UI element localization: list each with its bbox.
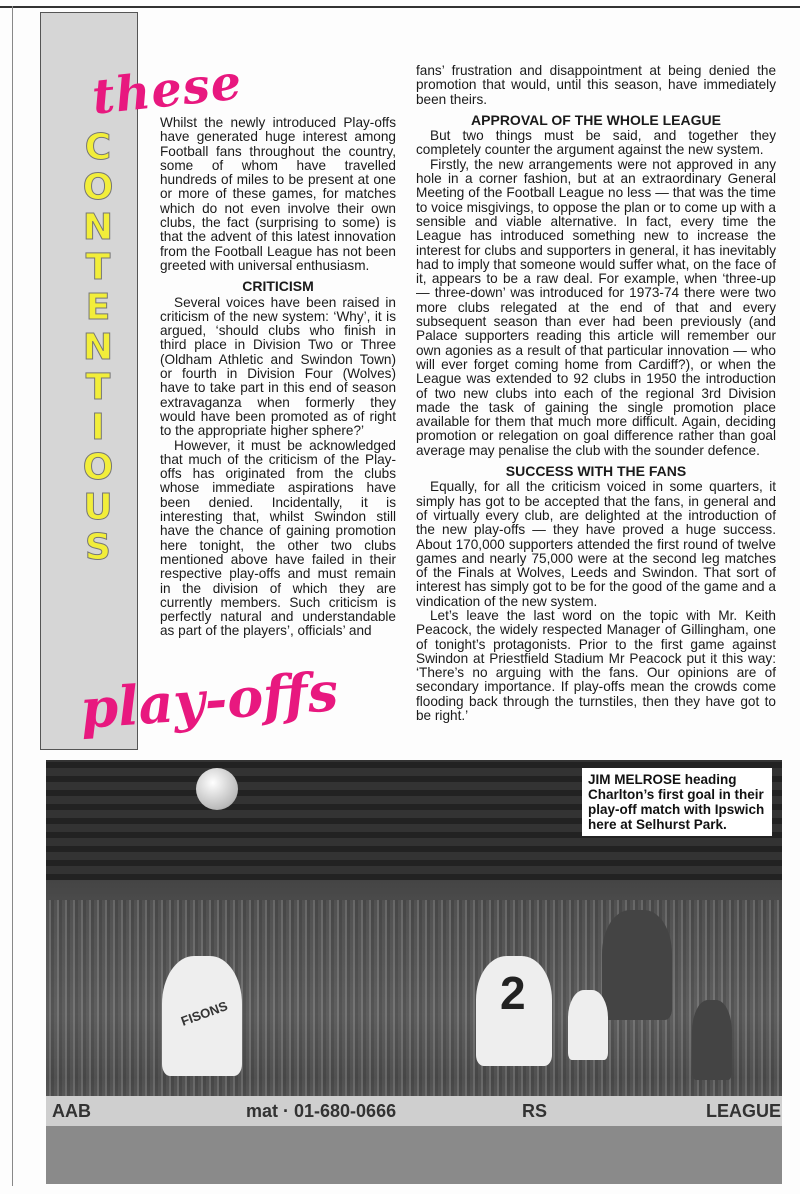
headline-word-these: these <box>89 54 245 126</box>
headline-letter-3: N <box>82 207 114 248</box>
player-right <box>692 1000 732 1080</box>
headline-letter-2: O <box>82 167 114 208</box>
hoarding-text-mid2: RS <box>522 1101 548 1121</box>
paragraph-however: However, it must be acknowledged that much of the criticism of the Play-offs has originated from the clubs whose immediate aspirations have been denied. Incidentally, it is interesting that, whilst Swindon still have the chance of gaining promotion here tonight, the other two clubs mentioned above have failed in their respective play-offs and must remain in the division of which they are currently members. Such criticism is perfectly natural and understandable as part of the players’, officials’ and <box>160 437 396 639</box>
player-background <box>568 990 608 1060</box>
football <box>196 768 238 810</box>
paragraph-equally: Equally, for all the criticism voiced in some quarters, it simply has got to be accepted that the fans, in general and of virtually every club, are delighted at the introduction of the new play-offs — they have proved a huge success. About 170,000 supporters attended the first round of twelve games and nearly 75,000 were at the second leg matches of the Finals at Wolves, Leeds and Swindon. That sort of interest has simply got to be for the good of the game and a vindication of the new system. <box>416 479 776 609</box>
headline-vertical-word <box>78 128 118 568</box>
pitch <box>46 1126 782 1184</box>
headline-letter-9: O <box>82 447 114 488</box>
hoarding-text-left: AAB <box>52 1101 91 1121</box>
player-fisons <box>162 956 242 1076</box>
page-edge-line <box>12 6 13 1186</box>
section-heading-success: SUCCESS WITH THE FANS <box>505 463 687 480</box>
headline-letter-8: I <box>91 407 105 448</box>
section-heading-criticism: CRITICISM <box>242 278 314 295</box>
advert-hoarding <box>46 1096 782 1126</box>
player-heading <box>602 910 672 1020</box>
headline-letter-10: U <box>83 487 113 528</box>
paragraph-criticism: Several voices have been raised in criticism of the new system: ‘Why’, it is argued, ‘should clubs who finish in third place in Division Two or Three (Oldham Athletic and Swindon Town) or fourth in Division Four (Wolves) have to take part in this end of season extravaganza when formerly they would have been promoted as of right to the appropriate higher sphere?’ <box>160 294 396 439</box>
top-rule <box>0 6 800 8</box>
hoarding-text-right: LEAGUE <box>706 1101 782 1121</box>
paragraph-two-things: But two things must be said, and together they completely counter the argument against the new system. <box>416 128 776 158</box>
headline-letter-1: C <box>84 127 112 168</box>
headline-letter-6: N <box>82 327 114 368</box>
hoarding-text-mid: mat · 01-680-0666 <box>246 1101 397 1121</box>
article-column-right <box>416 64 776 723</box>
headline-word-playoffs: play-offs <box>78 659 341 741</box>
paragraph-lets-leave: Let’s leave the last word on the topic with Mr. Keith Peacock, the widely respected Manager of Gillingham, one of tonight’s protagonists. Prior to the first game against Swindon at Priestfield Stadium Mr Peacock put it this way: ‘There’s no arguing with the fans. Our opinions are of secondary importance. If play-offs mean the crowds come flooding back through the turnstiles, then they have got to be right.’ <box>416 607 776 724</box>
intro-paragraph: Whilst the newly introduced Play-offs have generated huge interest among Football fans throughout the country, some of whom have travelled hundreds of miles to be present at one or more of these games, for matches which do not even involve their own clubs, the fact (surprising to some) is that the advent of this latest innovation from the Football League has not been greeted with universal enthusiasm. <box>160 115 396 273</box>
match-photo <box>46 760 782 1184</box>
headline-letter-11: S <box>85 527 111 568</box>
paragraph-firstly: Firstly, the new arrangements were not approved in any hole in a corner fashion, but at an extraordinary General Meeting of the Football League no less — that was the time to voice misgivings, to oppose the plan or to come up with a sensible and viable alternative. In fact, every time the League has introduced something new to increase the interest for clubs and supporters in general, it has inevitably had to imply that someone would suffer what, on the face of it, appears to be a raw deal. For example, when ‘three-up — three-down’ was introduced for 1973-74 there were two more clubs relegated at the end of that and every subsequent season than ever had been previously (and Palace supporters reading this article will remember our own agonies as a result of that particular innovation — who will ever forget coming home from Cardiff?), or when the League was extended to 92 clubs in 1950 the introduction of two new clubs into each of the regional 3rd Division made the task of gaining the single promotion place available for them that much more difficult. Again, deciding promotion or relegation on goal difference rather than goal average may penalise the club with the sounder defence. <box>416 156 776 458</box>
headline-letter-4: T <box>85 247 111 288</box>
headline-letter-5: E <box>85 287 111 328</box>
article-column-left <box>160 116 396 639</box>
photo-caption: JIM MELROSE heading Charlton’s first goal in their play-off match with Ipswich here at Selhurst Park. <box>582 768 772 836</box>
section-heading-approval: APPROVAL OF THE WHOLE LEAGUE <box>471 111 721 128</box>
shirt-sponsor-text: FISONS <box>178 998 230 1029</box>
shirt-number: 2 <box>500 967 526 1019</box>
paragraph-continuation: fans’ frustration and disappointment at being denied the promotion that would, until this season, have immediately been theirs. <box>416 63 776 107</box>
headline-letter-7: T <box>85 367 111 408</box>
player-number-two <box>476 956 552 1066</box>
